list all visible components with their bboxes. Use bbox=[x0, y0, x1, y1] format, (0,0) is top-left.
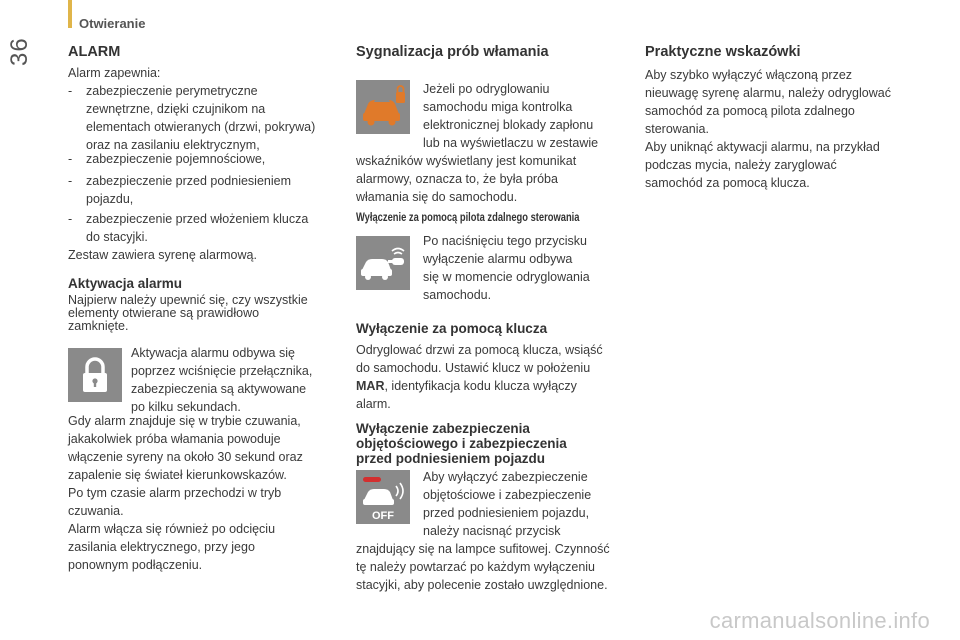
watermark: carmanualsonline.info bbox=[709, 608, 930, 633]
bullet-perimeter: - zabezpieczenie perymetryczne zewnętrzne, dzięki czujnikom na elementach otwieranych (drzwi, pokrywa) oraz na zasilaniu elektrycznym, bbox=[68, 84, 316, 152]
activation-intro: Najpierw należy upewnić się, czy wszystkie elementy otwierane są prawidłowo zamknięte. bbox=[68, 293, 308, 333]
siren-note: Zestaw zawiera syrenę alarmową. bbox=[68, 248, 257, 262]
tips-title: Praktyczne wskazówki bbox=[645, 44, 801, 60]
sensor-body: znajdujący się na lampce sufitowej. Czynność tę należy powtarzać po każdym wyłączeniu stacyjki, aby polecenie zostało uwzględnione. bbox=[356, 542, 610, 592]
bullet-key: - zabezpieczenie przed włożeniem klucza do stacyjki. bbox=[68, 212, 309, 244]
intrusion-title: Sygnalizacja prób włamania bbox=[356, 44, 549, 60]
remote-icon-text: Po naciśnięciu tego przycisku wyłączenie alarmu odbywa się w momencie odryglowania samochodu. bbox=[423, 234, 590, 302]
alarm-title: ALARM bbox=[68, 44, 121, 60]
remote-key-icon bbox=[356, 236, 410, 290]
activation-title: Aktywacja alarmu bbox=[68, 276, 183, 291]
activation-body: Gdy alarm znajduje się w trybie czuwania, jakakolwiek próba włamania powoduje włączenie syreny na około 30 sekund oraz zapalenie się świateł kierunkowskazów. Po tym czasie alarm przechodzi w tryb czuwania. Alarm włącza się również po odcięciu zasilania elektrycznego, przy jego ponownym podłączeniu. bbox=[68, 414, 303, 572]
alarm-intro: Alarm zapewnia: bbox=[68, 66, 161, 80]
key-body: Odryglować drzwi za pomocą klucza, wsiąść do samochodu. Ustawić klucz w położeniu MAR, identyfikacja kodu klucza wyłączy alarm. bbox=[356, 343, 603, 411]
section-accent-bar bbox=[68, 0, 72, 28]
tips-body: Aby szybko wyłączyć włączoną przez nieuwagę syrenę alarmu, należy odryglować samochód za pomocą pilota zdalnego sterowania. Aby uniknąć aktywacji alarmu, na przykład podczas mycia, należy zaryglować samochód za pomocą klucza. bbox=[645, 68, 891, 190]
bullet-volumetric: - zabezpieczenie pojemnościowe, bbox=[68, 152, 266, 166]
key-title: Wyłączenie za pomocą klucza bbox=[356, 321, 548, 336]
sensor-icon-text: Aby wyłączyć zabezpieczenie objętościowe i zabezpieczenie przed podniesieniem pojazdu, należy nacisnąć przycisk bbox=[423, 470, 592, 538]
sensor-off-icon bbox=[356, 470, 410, 524]
lock-icon bbox=[68, 348, 122, 402]
intrusion-icon-text: Jeżeli po odryglowaniu samochodu miga kontrolka elektronicznej blokady zapłonu lub na wyświetlaczu w zestawie bbox=[423, 82, 599, 150]
activation-icon-text: Aktywacja alarmu odbywa się poprzez wciśnięcie przełącznika, zabezpieczenia są aktywowane po kilku sekundach. bbox=[131, 346, 313, 414]
intrusion-warning-icon bbox=[356, 80, 410, 134]
sensor-title: Wyłączenie zabezpieczenia objętościowego i zabezpieczenia przed podniesieniem pojazdu bbox=[356, 421, 567, 466]
page-number: 36 bbox=[6, 37, 33, 66]
off-label: OFF bbox=[372, 510, 394, 522]
key-position-mar: MAR bbox=[356, 379, 385, 393]
section-label: Otwieranie bbox=[79, 16, 146, 31]
remote-title: Wyłączenie za pomocą pilota zdalnego sterowania bbox=[356, 210, 580, 224]
bullet-lift: - zabezpieczenie przed podniesieniem pojazdu, bbox=[68, 174, 291, 206]
intrusion-body: wskaźników wyświetlany jest komunikat alarmowy, oznacza to, że była próba włamania się do samochodu. bbox=[356, 154, 577, 204]
